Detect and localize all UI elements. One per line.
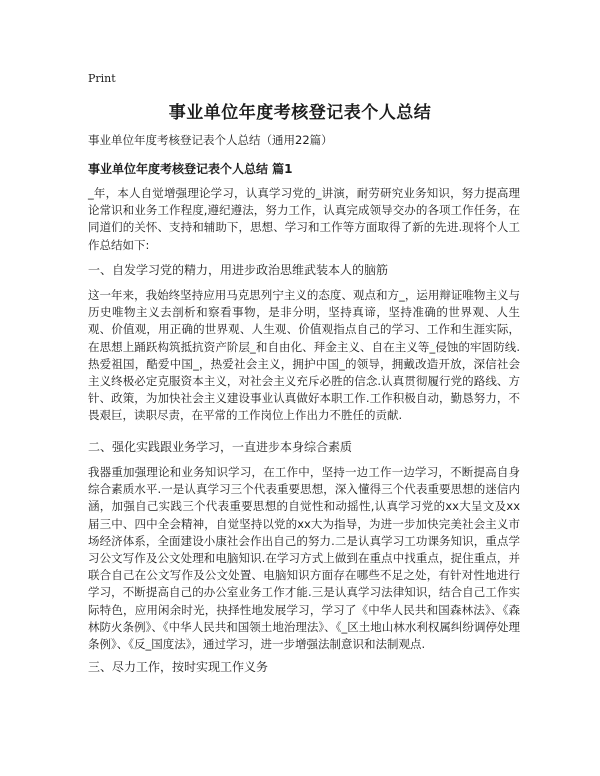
print-label[interactable]: Print: [88, 72, 116, 85]
document-subtitle: 事业单位年度考核登记表个人总结（通用22篇）: [88, 133, 333, 147]
paragraph-intro: _年，本人自觉增强理论学习，认真学习党的_讲演，耐劳研究业务知识，努力提高理论常识和业务工作程度,遵纪遵法，努力工作，认真完成领导交办的各项工作任务，在同道们的关怀、支持和辅助下，思想、学习和工作等方面取得了新的先进.现将个人工作总结如下:: [88, 186, 520, 252]
page-title: 事业单位年度考核登记表个人总结: [168, 103, 432, 123]
section-title: 事业单位年度考核登记表个人总结 篇1: [88, 162, 293, 176]
paragraph-three: 我器重加强理论和业务知识学习，在工作中，坚持一边工作一边学习，不断提高自身综合素质水平.一是认真学习三个代表重要思想，深入懂得三个代表重要思想的迷信内涵，加强自己实践三个代表重要思想的自觉性和动摇性,认真学习党的xx大呈文及xx届三中、四中全会精神，自觉坚持以党的xx大为指导，为进一步加快完美社会主义市场经济体系，全面建设小康社会作出自己的努力.二是认真学习工功课务知识，重点学习公文写作及公文处理和电脑知识.在学习方式上做到在重点中找重点，捉住重点，并联合自己在公文写作及公文处置、电脑知识方面存在哪些不足之处，有针对性地进行学习，不断提高自己的办公室业务工作才能.三是认真学习法律知识，结合自己工作实际特色，应用闲余时光，抉择性地发展学习，学习了《中华人民共和国森林法》、《森林防火条例》、《中华人民共和国领土地治理法》、《_区土地山林水利权属纠纷调停处理条例》、《反_国度法》，通过学习，进一步增强法制意识和法制观点.: [88, 465, 520, 652]
paragraph-two: 这一年来，我始终坚持应用马克思列宁主义的态度、观点和方_，运用辩证唯物主义与历史唯物主义去剖析和察看事物，是非分明，坚持真谛，坚持准确的世界观、人生观、价值观，用正确的世界观、人生观、价值观指点自己的学习、工作和生涯实际，在思想上踊跃构筑抵抗资产阶层_和自由化、拜金主义、自在主义等_侵蚀的牢固防线.热爱祖国，酷爱中国_，热爱社会主义，拥护中国_的领导，拥戴改造开放，深信社会主义终极必定克服资本主义，对社会主义充斥必胜的信念.认真贯彻履行党的路线、方针、政策，为加快社会主义建设事业认真做好本职工作.工作积极自动，勤恳努力，不畏艰巨，读职尽责，在平常的工作岗位上作出力不胜任的贡献.: [88, 288, 520, 423]
heading-two: 二、强化实践跟业务学习，一直进步本身综合素质: [88, 440, 353, 454]
heading-one: 一、自发学习党的精力，用进步政治思维武装本人的脑筋: [88, 263, 389, 277]
heading-three: 三、尽力工作，按时实现工作义务: [88, 660, 269, 674]
